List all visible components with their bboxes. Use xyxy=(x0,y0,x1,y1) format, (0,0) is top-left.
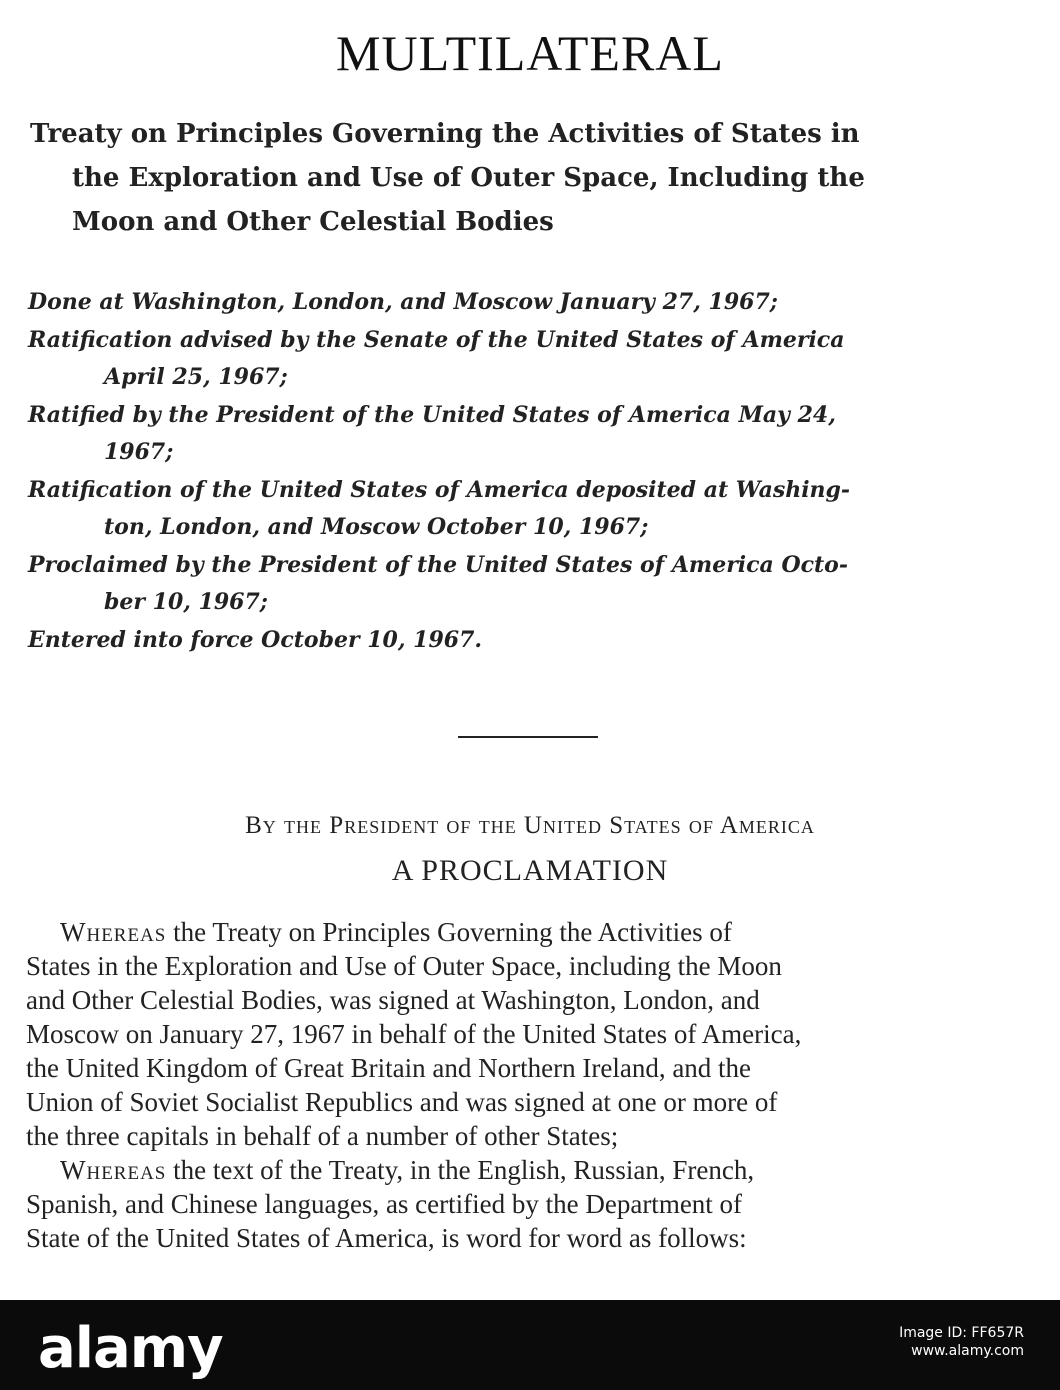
history-line: Entered into force October 10, 1967. xyxy=(28,626,483,653)
history-line: Ratification advised by the Senate of the United States of America xyxy=(28,326,845,353)
image-id: Image ID: FF657R xyxy=(899,1325,1024,1341)
history-entry xyxy=(28,472,1043,547)
ratification-history xyxy=(28,284,1043,659)
paragraph-whereas-1 xyxy=(26,915,1036,1153)
whereas-lead: Whereas xyxy=(60,1155,167,1185)
paragraph-line: Moscow on January 27, 1967 in behalf of the United States of America, xyxy=(26,1019,802,1049)
history-entry xyxy=(28,397,1043,472)
image-id-label xyxy=(899,1324,1024,1360)
paragraph-line: State of the United States of America, is word for word as follows: xyxy=(26,1223,747,1253)
treaty-subtitle xyxy=(30,112,1040,244)
alamy-logo: alamy xyxy=(38,1316,223,1381)
paragraph-line-text: the Treaty on Principles Governing the Activities of xyxy=(166,917,732,947)
subtitle-line: Treaty on Principles Governing the Activities of States in xyxy=(30,119,860,149)
history-line: Proclaimed by the President of the United States of America Octo- xyxy=(28,551,848,578)
paragraph-line: Union of Soviet Socialist Republics and was signed at one or more of xyxy=(26,1087,778,1117)
whereas-lead: Whereas xyxy=(60,917,167,947)
byline: By the President of the United States of America xyxy=(245,812,815,839)
paragraph-line-text: the text of the Treaty, in the English, Russian, French, xyxy=(166,1155,755,1185)
history-entry xyxy=(28,284,1043,322)
history-entry xyxy=(28,622,1043,660)
paragraph-line xyxy=(26,915,1036,949)
site-url: www.alamy.com xyxy=(911,1343,1024,1359)
paragraph-line: and Other Celestial Bodies, was signed at Washington, London, and xyxy=(26,985,760,1015)
paragraph-line: States in the Exploration and Use of Outer Space, including the Moon xyxy=(26,951,782,981)
history-line: 1967; xyxy=(104,439,174,465)
subtitle-line: Moon and Other Celestial Bodies xyxy=(72,207,554,237)
history-line: April 25, 1967; xyxy=(104,364,288,390)
history-line: ton, London, and Moscow October 10, 1967; xyxy=(104,514,649,540)
history-entry xyxy=(28,547,1043,622)
paragraph-whereas-2 xyxy=(26,1153,1036,1255)
document-title: MULTILATERAL xyxy=(336,25,724,81)
history-line: Done at Washington, London, and Moscow January 27, 1967; xyxy=(28,289,778,315)
paragraph-line xyxy=(26,1153,1036,1187)
history-entry xyxy=(28,322,1043,397)
section-divider xyxy=(458,736,598,738)
history-line: Ratified by the President of the United States of America May 24, xyxy=(28,401,836,428)
paragraph-line: Spanish, and Chinese languages, as certified by the Department of xyxy=(26,1189,743,1219)
history-line: Ratification of the United States of America deposited at Washing- xyxy=(28,476,851,503)
subtitle-line: the Exploration and Use of Outer Space, Including the xyxy=(72,163,865,193)
history-line: ber 10, 1967; xyxy=(104,589,268,615)
paragraph-line: the three capitals in behalf of a number of other States; xyxy=(26,1121,619,1151)
paragraph-line: the United Kingdom of Great Britain and Northern Ireland, and the xyxy=(26,1053,752,1083)
proclamation-heading: A PROCLAMATION xyxy=(391,854,669,887)
